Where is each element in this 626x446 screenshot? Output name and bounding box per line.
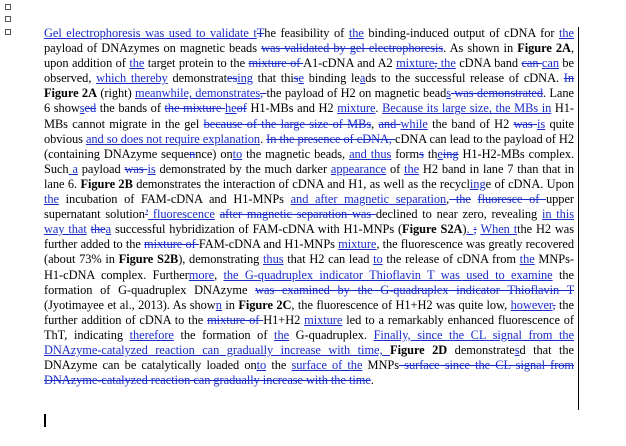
bold-reference: Figure S2B — [118, 252, 179, 267]
document-paragraph[interactable] — [44, 26, 574, 388]
inserted-text: s — [79, 101, 85, 116]
inserted-text: . — [466, 222, 474, 237]
text-run: H1-MBs cannot migrate in the gel — [44, 101, 574, 131]
deleted-text: ing — [442, 146, 459, 161]
inserted-text: and after magnetic separation — [290, 192, 447, 207]
deleted-text: the mixture — [164, 101, 225, 116]
inserted-text: e — [298, 71, 304, 86]
inserted-text: a — [105, 222, 112, 237]
text-run: upper supernatant solution — [44, 192, 574, 222]
inserted-text: the — [274, 327, 290, 342]
bold-reference: Figure 2A — [517, 41, 571, 56]
inserted-text: meanwhile, demonstrates — [135, 86, 261, 101]
text-run: ), demonstrating — [178, 252, 264, 267]
inserted-text: a — [68, 161, 78, 176]
text-run: H1-H2-MBs complex. Such — [44, 146, 575, 176]
bold-reference: Figure 2B — [80, 176, 133, 191]
bold-reference: Figure S2A — [402, 222, 463, 237]
inserted-text: the — [129, 56, 145, 71]
text-run: the further addition of cDNA to the — [44, 297, 574, 327]
deleted-text: mixture of — [248, 56, 304, 71]
text-run: MNPs-H1-cDNA complex. Further — [44, 252, 574, 282]
bold-reference: Figure 2D — [390, 342, 448, 357]
text-run: demonstrat — [167, 71, 228, 86]
inserted-text: Because its large size, the MBs in — [382, 101, 552, 116]
text-run: payload — [77, 161, 125, 176]
deleted-text: can — [521, 56, 542, 71]
deleted-text: In — [563, 71, 575, 86]
text-run: H1-MBs and H2 — [246, 101, 338, 116]
inserted-text: to — [373, 252, 383, 267]
deleted-text: mixture of — [144, 237, 199, 252]
inserted-text: the G-quadruplex indicator Thioflavin T was used to examine — [223, 267, 553, 282]
deleted-text: fluoresce of — [477, 192, 547, 207]
inserted-text: When t — [480, 222, 518, 237]
deleted-text: , — [260, 86, 267, 101]
text-run: target protein to the — [144, 56, 249, 71]
inserted-text: he — [224, 101, 237, 116]
inserted-text: therefore — [129, 327, 174, 342]
text-run: quite obvious — [44, 116, 574, 146]
inserted-text: to — [232, 146, 243, 161]
text-run: d that the DNAzyme can be catalytically loaded on — [44, 342, 574, 373]
text-run: . As shown in — [443, 41, 518, 56]
inserted-text: appearance — [330, 161, 387, 176]
text-run: cDNA can lead to the payload of H2 (containing DNAzyme seque — [44, 131, 574, 161]
deleted-text: n — [189, 146, 196, 161]
deleted-text: and — [378, 116, 401, 131]
text-run: the — [266, 358, 292, 373]
text-run: (right) — [96, 86, 135, 101]
inserted-text: the — [348, 26, 364, 40]
text-run: binding-induced output of cDNA for — [363, 26, 559, 40]
inserted-text: s — [514, 342, 520, 357]
text-run: ) — [462, 222, 467, 237]
text-run: that thi — [252, 71, 294, 86]
text-run: e of cDNA. Upon — [485, 176, 575, 191]
text-run: demonstrates the interaction of cDNA and H1, as well as the recycl — [132, 176, 470, 191]
deleted-text: ; — [473, 222, 477, 237]
text-run: . — [260, 131, 267, 146]
inserted-text: the — [559, 26, 574, 40]
text-run: cDNA band — [455, 56, 522, 71]
text-run: the magnetic beads, — [242, 146, 350, 161]
deleted-text: In the presence of cDNA, — [266, 131, 395, 146]
text-run: ds to the successful release of cDNA. — [365, 71, 564, 86]
inserted-text: a — [359, 71, 366, 86]
inserted-text: s — [446, 86, 452, 101]
text-run: nce) on — [195, 146, 233, 161]
text-run: , — [371, 116, 379, 131]
inserted-text: is — [536, 116, 546, 131]
text-run: the formation of G-quadruplex DNAzyme — [44, 267, 574, 297]
deleted-text: s — [419, 146, 424, 161]
inserted-text: Finally, since the CL signal from the DNAzyme-catalyzed reaction can gradually increase with time, — [44, 327, 575, 357]
paragraph-handle-icon — [5, 16, 11, 22]
deleted-text: surface since the CL signal from DNAzyme-catalyzed reaction can gradually increase with the time — [44, 358, 575, 388]
text-run: binding le — [303, 71, 360, 86]
inserted-text: the — [404, 161, 420, 176]
text-run: , — [446, 192, 450, 207]
inserted-text: mixture — [304, 312, 343, 327]
deleted-text: after magnetic separation was — [219, 207, 376, 222]
deleted-text: ed — [84, 101, 97, 116]
revision-change-bar — [578, 27, 579, 410]
inserted-text: and so does not require explanation — [85, 131, 261, 146]
text-run: of — [386, 161, 405, 176]
text-run: the formation of — [173, 327, 275, 342]
deleted-text: mixture of — [207, 312, 264, 327]
text-run: , the fluorescence of H1+H2 was quite low, — [291, 297, 511, 312]
deleted-text: the — [90, 222, 106, 237]
text-run: form — [391, 146, 420, 161]
inserted-text: the — [519, 252, 535, 267]
text-run: the H2 was further added to the — [44, 222, 574, 252]
deleted-text: was validated by gel electrophoresis — [261, 41, 444, 56]
inserted-text: in this way that — [44, 207, 574, 237]
deleted-text: , — [434, 56, 438, 71]
inserted-text: mixture — [396, 56, 435, 71]
deleted-text: es — [227, 71, 238, 86]
inserted-text: mixture — [337, 101, 376, 116]
text-run: (Jyotimayee et al., 2013). As show — [44, 297, 216, 312]
paragraph-handle-icon — [5, 4, 11, 10]
text-run: . Lane 6 show — [44, 86, 574, 116]
deleted-text: s — [293, 71, 299, 86]
text-run: in — [221, 297, 239, 312]
text-run: led to a remarkably enhanced fluorescence of ThT, indicating — [44, 312, 574, 342]
deleted-text: because of the large size of MBs — [203, 116, 372, 131]
text-run — [471, 192, 478, 206]
deleted-text: was — [513, 116, 537, 131]
text-run: declined to near zero, revealing — [375, 207, 542, 222]
text-run: th — [423, 146, 438, 161]
deleted-text: the — [449, 192, 471, 207]
text-run: H1+H2 — [263, 312, 305, 327]
text-run: A1-cDNA and A2 — [303, 56, 397, 71]
inserted-text: mixture — [338, 237, 377, 252]
bold-reference: Figure 2A — [44, 86, 97, 101]
text-run: , upon addition of — [44, 41, 574, 71]
text-run: that H2 can lead — [283, 252, 374, 267]
text-run: demonstrated by the much darker — [155, 161, 331, 176]
text-run: , the fluorescence was greatly recovered (about 73% in — [44, 237, 574, 267]
inserted-text: the — [44, 192, 59, 207]
paragraph-handle-icon — [5, 29, 11, 35]
inserted-text: e — [437, 146, 443, 161]
text-run: successful hybridization of FAM-cDNA with H1-MNPs ( — [111, 222, 403, 237]
inserted-text: fluorescence — [148, 207, 215, 222]
inserted-text: while — [400, 116, 428, 131]
inserted-text: can — [541, 56, 559, 71]
text-cursor — [44, 414, 46, 427]
text-run: he feasibility of — [264, 26, 349, 40]
text-run: the release of cDNA from — [382, 252, 520, 267]
deleted-text: T — [256, 26, 265, 40]
inserted-text: is — [147, 161, 156, 176]
inserted-text: the — [437, 56, 456, 71]
deleted-text: , — [552, 297, 556, 312]
deleted-text: ’ — [144, 207, 149, 222]
inserted-text: more — [188, 267, 215, 282]
inserted-text: ing — [237, 71, 253, 86]
text-run: the payload of H2 on magnetic bead — [266, 86, 447, 101]
inserted-text: Gel electrophoresis was used to validate t — [44, 26, 257, 40]
inserted-text: to — [256, 358, 267, 373]
text-run: MNPs — [362, 358, 400, 373]
deleted-text: was demonstrated — [451, 86, 544, 101]
text-run: . — [370, 373, 374, 388]
text-run: FAM-cDNA and H1-MNPs — [198, 237, 339, 252]
text-run: the band of H2 — [427, 116, 514, 131]
text-run: incubation of FAM-cDNA and H1-MNPs — [59, 192, 291, 207]
text-run: demonstrate — [447, 342, 515, 357]
bold-reference: Figure 2C — [238, 297, 292, 312]
text-run: G-quadruplex. — [289, 327, 374, 342]
inserted-text: thus — [263, 252, 284, 267]
inserted-text: n — [215, 297, 222, 312]
text-run: H2 band in lane 7 than that in lane 6. — [44, 161, 575, 191]
text-run: , — [214, 267, 224, 282]
inserted-text: surface of the — [291, 358, 363, 373]
deleted-text: of — [236, 101, 247, 116]
deleted-text: was examined by the G-quadruplex indicator Thioflavin T — [255, 282, 574, 297]
text-run: be observed, — [44, 56, 574, 86]
text-run: . — [375, 101, 383, 116]
inserted-text: and thus — [349, 146, 392, 161]
text-run: payload of DNAzymes on magnetic beads — [44, 41, 262, 56]
inserted-text: ing — [469, 176, 486, 191]
inserted-text: however — [510, 297, 553, 312]
inserted-text: which thereby — [96, 71, 168, 86]
text-run: the bands of — [96, 101, 165, 116]
deleted-text: was — [124, 161, 148, 176]
